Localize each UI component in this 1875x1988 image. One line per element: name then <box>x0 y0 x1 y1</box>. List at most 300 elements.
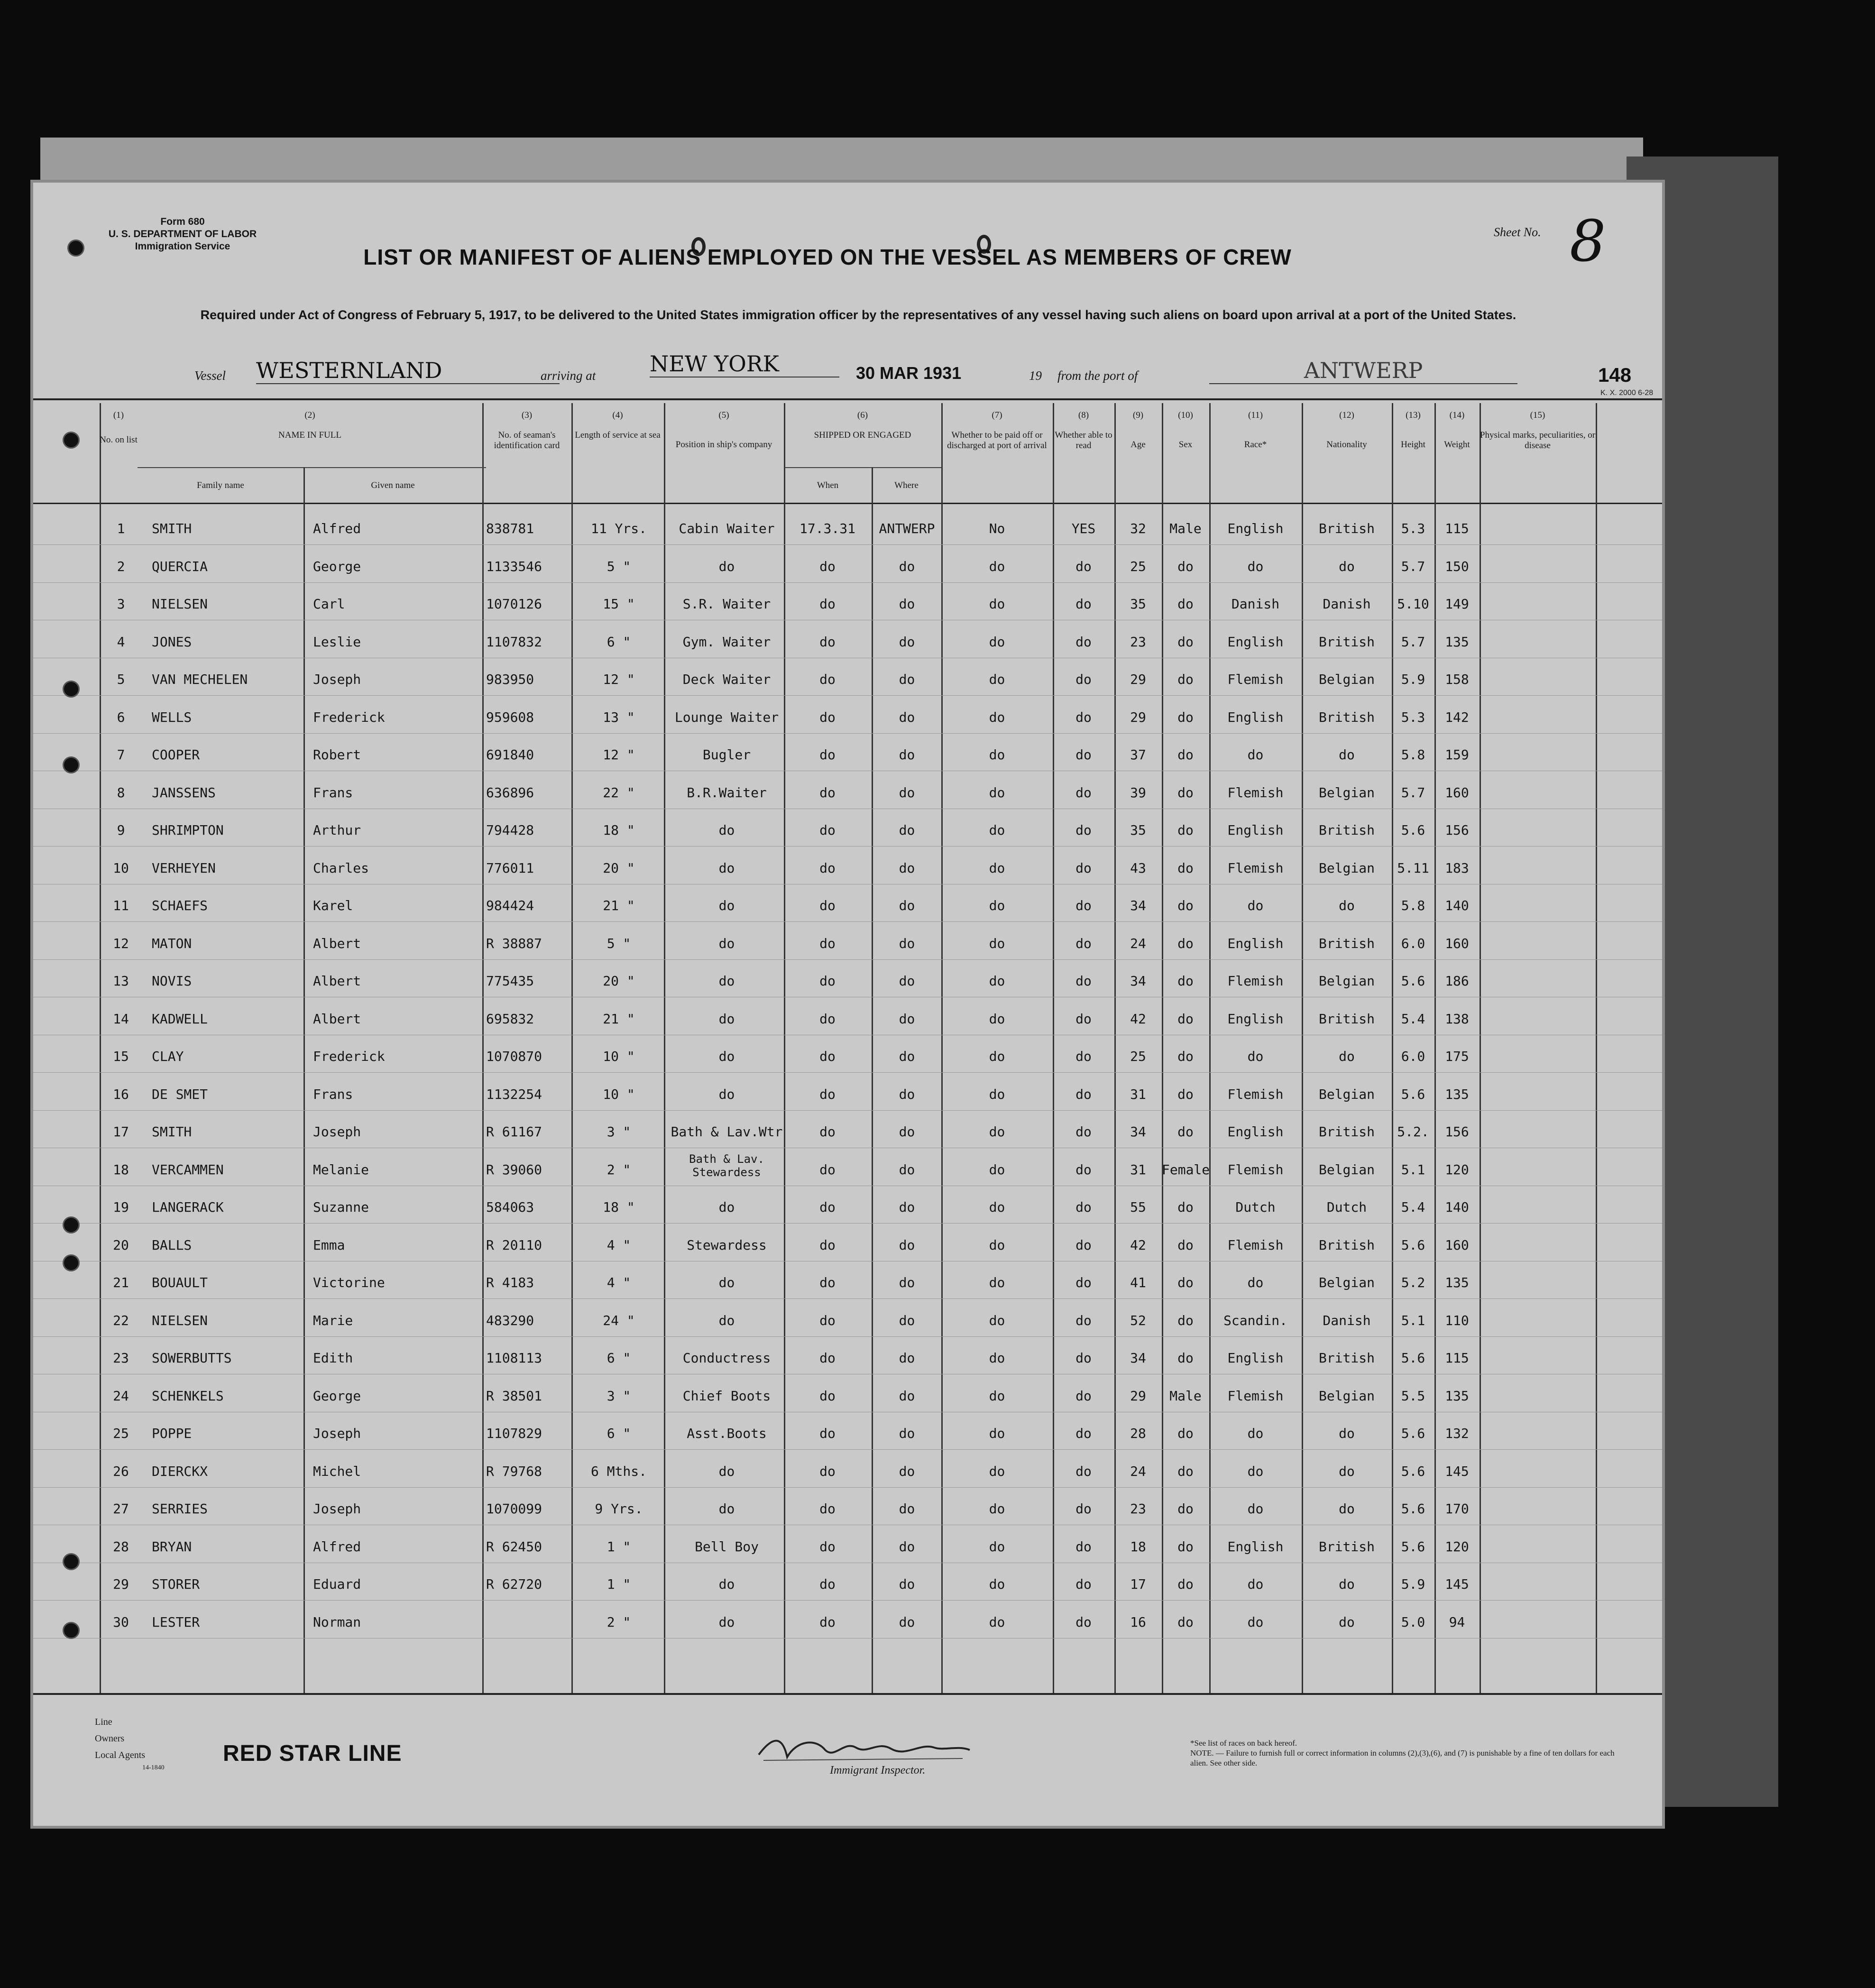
age: 37 <box>1130 747 1146 763</box>
shipped-where: do <box>899 1011 915 1027</box>
age: 35 <box>1130 596 1146 612</box>
position: do <box>718 558 735 574</box>
able-to-read: do <box>1075 1426 1092 1441</box>
height: 5.6 <box>1401 1350 1425 1366</box>
weight: 120 <box>1445 1538 1469 1555</box>
weight: 145 <box>1445 1463 1469 1479</box>
table-row <box>33 1261 1662 1299</box>
age: 34 <box>1130 1350 1146 1366</box>
id-card-number: 483290 <box>486 1312 534 1328</box>
age: 41 <box>1130 1275 1146 1290</box>
paid-off: do <box>989 1501 1005 1517</box>
shipped-when: do <box>819 822 836 838</box>
shipped-when: do <box>819 1124 836 1140</box>
weight: 159 <box>1445 747 1469 763</box>
col-12-label: Nationality <box>1326 440 1367 450</box>
service-length: 6 Mths. <box>590 1463 647 1479</box>
weight: 160 <box>1445 1237 1469 1253</box>
family-name: BOUAULT <box>152 1275 208 1290</box>
id-card-number: 984424 <box>486 898 534 913</box>
shipped-where: do <box>899 1426 915 1441</box>
able-to-read: do <box>1075 1275 1092 1290</box>
able-to-read: do <box>1075 860 1092 876</box>
position: do <box>718 1275 735 1290</box>
paid-off: do <box>989 1426 1005 1441</box>
shipped-when: do <box>819 1161 836 1178</box>
nationality: British <box>1318 1011 1375 1027</box>
row-number: 21 <box>113 1275 129 1290</box>
inspector-label: Immigrant Inspector. <box>830 1764 926 1776</box>
able-to-read: do <box>1075 1011 1092 1027</box>
col-7-label: Whether to be paid off or discharged at port of arrival <box>947 430 1047 451</box>
height: 5.6 <box>1401 1501 1425 1517</box>
age: 23 <box>1130 1501 1146 1517</box>
paid-off: do <box>989 1576 1005 1592</box>
height: 5.9 <box>1401 1576 1425 1592</box>
height: 5.2 <box>1401 1275 1425 1290</box>
footer-note <box>1190 1738 1617 1768</box>
table-row <box>33 1111 1662 1148</box>
given-name: Albert <box>313 973 361 989</box>
table-bottom-rule <box>33 1693 1662 1695</box>
able-to-read: do <box>1075 634 1092 650</box>
position: do <box>718 1049 735 1064</box>
row-number: 26 <box>113 1463 129 1479</box>
race: Scandin. <box>1223 1312 1287 1328</box>
paid-off: do <box>989 1199 1005 1215</box>
paid-off: do <box>989 1086 1005 1102</box>
shipped-where: do <box>899 1501 915 1517</box>
sex: do <box>1177 1049 1194 1064</box>
col-4-label: Length of service at sea <box>575 430 661 440</box>
paid-off: do <box>989 784 1005 801</box>
nationality: Belgian <box>1318 860 1375 876</box>
paid-off: do <box>989 822 1005 838</box>
punch-hole <box>63 1553 80 1570</box>
row-number: 29 <box>113 1576 129 1592</box>
shipped-when: do <box>819 747 836 763</box>
col-4-header <box>571 410 664 441</box>
shipped-when: do <box>819 634 836 650</box>
given-name: Edith <box>313 1350 353 1366</box>
shipped-when: do <box>819 1538 836 1555</box>
family-name: DIERCKX <box>152 1463 208 1479</box>
family-name: COOPER <box>152 747 200 763</box>
shipped-where: do <box>899 709 915 725</box>
id-card-number: 1070870 <box>486 1049 542 1064</box>
height: 6.0 <box>1401 935 1425 951</box>
nationality: Danish <box>1323 1312 1371 1328</box>
vessel-label: Vessel <box>194 368 226 383</box>
race: do <box>1247 1501 1264 1517</box>
col-3-header <box>482 410 571 451</box>
race: Flemish <box>1227 1161 1284 1178</box>
given-name: George <box>313 1388 361 1404</box>
sex: do <box>1177 1086 1194 1102</box>
sex: do <box>1177 1312 1194 1328</box>
race: English <box>1227 1538 1284 1555</box>
id-card-number: 838781 <box>486 521 534 536</box>
col-15-header <box>1480 410 1596 451</box>
sex: do <box>1177 634 1194 650</box>
table-row <box>33 772 1662 809</box>
able-to-read: do <box>1075 898 1092 913</box>
paid-off: do <box>989 709 1005 725</box>
row-number: 15 <box>113 1049 129 1064</box>
col-1-number: (1) <box>113 410 124 420</box>
shipped-when: do <box>819 1237 836 1253</box>
shipped-subheader-rule <box>785 467 941 468</box>
shipped-when: do <box>819 1312 836 1328</box>
table-row <box>33 1601 1662 1638</box>
shipped-where: do <box>899 634 915 650</box>
id-card-number: R 62720 <box>486 1576 542 1592</box>
paid-off: do <box>989 1463 1005 1479</box>
age: 43 <box>1130 860 1146 876</box>
paid-off: do <box>989 935 1005 951</box>
row-number: 7 <box>117 747 125 763</box>
position: Cabin Waiter <box>679 521 775 536</box>
weight: 158 <box>1445 672 1469 687</box>
shipped-when: do <box>819 1614 836 1630</box>
id-card-number: 794428 <box>486 822 534 838</box>
id-card-number: R 4183 <box>486 1275 534 1290</box>
age: 55 <box>1130 1199 1146 1215</box>
col-13-header <box>1392 410 1434 450</box>
paid-off: do <box>989 1312 1005 1328</box>
nationality: Belgian <box>1318 1161 1375 1178</box>
race: Flemish <box>1227 1086 1284 1102</box>
race: Danish <box>1231 596 1280 612</box>
shipped-when: do <box>819 1576 836 1592</box>
paid-off: do <box>989 596 1005 612</box>
height: 5.6 <box>1401 1538 1425 1555</box>
table-row <box>33 1412 1662 1450</box>
weight: 175 <box>1445 1049 1469 1064</box>
header-bottom-rule <box>33 503 1662 504</box>
family-name: QUERCIA <box>152 558 208 574</box>
sex: do <box>1177 747 1194 763</box>
given-name: Frederick <box>313 1049 385 1064</box>
col-13-label: Height <box>1401 440 1425 450</box>
shipped-where: do <box>899 822 915 838</box>
table-row <box>33 1186 1662 1224</box>
owners-label: Owners <box>95 1733 125 1744</box>
table-row <box>33 1224 1662 1261</box>
able-to-read: do <box>1075 1501 1092 1517</box>
id-card-number: 691840 <box>486 747 534 763</box>
weight: 160 <box>1445 784 1469 801</box>
shipped-where: do <box>899 860 915 876</box>
row-number: 9 <box>117 822 125 838</box>
weight: 132 <box>1445 1426 1469 1441</box>
given-name: George <box>313 558 361 574</box>
family-name: SMITH <box>152 1124 192 1140</box>
table-row <box>33 545 1662 583</box>
given-name: Robert <box>313 747 361 763</box>
family-name: SERRIES <box>152 1501 208 1517</box>
sex: do <box>1177 935 1194 951</box>
weight: 115 <box>1445 521 1469 536</box>
position: do <box>718 898 735 913</box>
family-name: VERCAMMEN <box>152 1161 224 1178</box>
from-port-label: from the port of <box>1057 368 1138 383</box>
family-name: DE SMET <box>152 1086 208 1102</box>
nationality: British <box>1318 1124 1375 1140</box>
family-name: NOVIS <box>152 973 192 989</box>
height: 5.4 <box>1401 1011 1425 1027</box>
given-name: Marie <box>313 1312 353 1328</box>
age: 25 <box>1130 1049 1146 1064</box>
shipped-where: do <box>899 1275 915 1290</box>
family-name: JONES <box>152 634 192 650</box>
col-5-header <box>664 410 784 450</box>
position: Conductress <box>682 1350 771 1366</box>
able-to-read: do <box>1075 1576 1092 1592</box>
age: 29 <box>1130 672 1146 687</box>
col-2-number: (2) <box>304 410 315 420</box>
age: 42 <box>1130 1237 1146 1253</box>
weight: 120 <box>1445 1161 1469 1178</box>
weight: 135 <box>1445 1388 1469 1404</box>
col-3-number: (3) <box>521 410 533 420</box>
shipped-when: do <box>819 709 836 725</box>
weight: 115 <box>1445 1350 1469 1366</box>
able-to-read: do <box>1075 747 1092 763</box>
shipped-where: do <box>899 1161 915 1178</box>
family-name: SCHENKELS <box>152 1388 224 1404</box>
shipped-where: do <box>899 747 915 763</box>
shipped-when: do <box>819 1501 836 1517</box>
table-row <box>33 1526 1662 1563</box>
given-name: Alfred <box>313 1538 361 1555</box>
service-length: 18 " <box>603 822 635 838</box>
position: do <box>718 1199 735 1215</box>
shipped-where: do <box>899 1237 915 1253</box>
paid-off: do <box>989 1124 1005 1140</box>
race: Dutch <box>1235 1199 1276 1215</box>
row-number: 30 <box>113 1614 129 1630</box>
able-to-read: do <box>1075 672 1092 687</box>
punch-hole <box>63 432 80 449</box>
able-to-read: do <box>1075 596 1092 612</box>
col-9-label: Age <box>1131 440 1146 450</box>
id-card-number: R 62450 <box>486 1538 542 1555</box>
id-card-number: R 38501 <box>486 1388 542 1404</box>
sex: do <box>1177 1576 1194 1592</box>
col-8-number: (8) <box>1078 410 1089 420</box>
shipped-where: do <box>899 1538 915 1555</box>
id-card-number: 584063 <box>486 1199 534 1215</box>
punch-hole <box>63 1254 80 1271</box>
position: do <box>718 1086 735 1102</box>
age: 52 <box>1130 1312 1146 1328</box>
able-to-read: do <box>1075 709 1092 725</box>
col-10-number: (10) <box>1178 410 1193 420</box>
height: 5.10 <box>1397 596 1429 612</box>
nationality: British <box>1318 634 1375 650</box>
paid-off: do <box>989 747 1005 763</box>
when-header: When <box>817 480 839 490</box>
service-length: 2 " <box>607 1614 631 1630</box>
weight: 138 <box>1445 1011 1469 1027</box>
given-name: Michel <box>313 1463 361 1479</box>
col-15-number: (15) <box>1530 410 1545 420</box>
position: do <box>718 1614 735 1630</box>
shipped-when: do <box>819 1350 836 1366</box>
table-row <box>33 1563 1662 1601</box>
date-stamp: 30 MAR 1931 <box>856 363 962 383</box>
sex: do <box>1177 1237 1194 1253</box>
row-number: 3 <box>117 596 125 612</box>
table-row <box>33 922 1662 960</box>
punch-hole <box>63 1622 80 1639</box>
race: Flemish <box>1227 1237 1284 1253</box>
shipped-where: do <box>899 784 915 801</box>
paid-off: do <box>989 558 1005 574</box>
col-9-header <box>1114 410 1162 450</box>
family-name: SCHAEFS <box>152 898 208 913</box>
nationality: British <box>1318 935 1375 951</box>
table-row <box>33 621 1662 658</box>
id-card-number: 1132254 <box>486 1086 542 1102</box>
age: 34 <box>1130 973 1146 989</box>
service-length: 3 " <box>607 1124 631 1140</box>
service-length: 24 " <box>603 1312 635 1328</box>
shipped-where: do <box>899 935 915 951</box>
age: 17 <box>1130 1576 1146 1592</box>
race: English <box>1227 1011 1284 1027</box>
table-row <box>33 1035 1662 1073</box>
height: 5.5 <box>1401 1388 1425 1404</box>
sex: do <box>1177 973 1194 989</box>
service-length: 4 " <box>607 1275 631 1290</box>
age: 24 <box>1130 1463 1146 1479</box>
able-to-read: do <box>1075 1049 1092 1064</box>
nationality: Belgian <box>1318 973 1375 989</box>
sex: do <box>1177 558 1194 574</box>
row-number: 19 <box>113 1199 129 1215</box>
shipped-when: do <box>819 596 836 612</box>
weight: 94 <box>1449 1614 1465 1630</box>
paid-off: do <box>989 860 1005 876</box>
race: do <box>1247 898 1264 913</box>
weight: 160 <box>1445 935 1469 951</box>
position: do <box>718 1501 735 1517</box>
shipped-when: do <box>819 1199 836 1215</box>
row-number: 28 <box>113 1538 129 1555</box>
shipped-where: do <box>899 1388 915 1404</box>
id-card-number: 1070126 <box>486 596 542 612</box>
family-name: STORER <box>152 1576 200 1592</box>
sex: Male <box>1169 521 1202 536</box>
col-10-label: Sex <box>1178 440 1193 450</box>
height: 5.6 <box>1401 1463 1425 1479</box>
age: 29 <box>1130 1388 1146 1404</box>
height: 5.1 <box>1401 1161 1425 1178</box>
owners-value: RED STAR LINE <box>223 1741 402 1766</box>
height: 5.11 <box>1397 860 1429 876</box>
id-card-number: 775435 <box>486 973 534 989</box>
given-name: Joseph <box>313 1124 361 1140</box>
year-label: 19 <box>1029 368 1042 383</box>
race: English <box>1227 935 1284 951</box>
paid-off: do <box>989 1161 1005 1178</box>
shipped-where: do <box>899 1576 915 1592</box>
height: 5.8 <box>1401 898 1425 913</box>
weight: 156 <box>1445 1124 1469 1140</box>
paid-off: do <box>989 634 1005 650</box>
row-number: 8 <box>117 784 125 801</box>
age: 35 <box>1130 822 1146 838</box>
height: 6.0 <box>1401 1049 1425 1064</box>
col-7-number: (7) <box>992 410 1002 420</box>
table-row <box>33 1450 1662 1488</box>
able-to-read: do <box>1075 1350 1092 1366</box>
col-5-label: Position in ship's company <box>675 440 772 450</box>
races-note: *See list of races on back hereof. <box>1190 1739 1297 1748</box>
shipped-where: do <box>899 1614 915 1630</box>
table-row <box>33 1073 1662 1111</box>
position: Deck Waiter <box>682 672 771 687</box>
paid-off: do <box>989 1275 1005 1290</box>
underlying-sheet-top <box>40 138 1643 190</box>
nationality: Belgian <box>1318 1388 1375 1404</box>
position: do <box>718 1312 735 1328</box>
vessel-line <box>33 351 1662 389</box>
family-name: SMITH <box>152 521 192 536</box>
service-length: 21 " <box>603 1011 635 1027</box>
given-name: Victorine <box>313 1275 385 1290</box>
document-subtitle: Required under Act of Congress of February 5, 1917, to be delivered to the United States immigration officer by the representatives of any vessel having such aliens on board upon arrival at a port of the United States. <box>200 308 1517 322</box>
race: English <box>1227 822 1284 838</box>
table-row <box>33 734 1662 771</box>
race: Flemish <box>1227 860 1284 876</box>
family-name: NIELSEN <box>152 1312 208 1328</box>
nationality: Belgian <box>1318 1086 1375 1102</box>
col-2-label: NAME IN FULL <box>278 430 341 440</box>
id-card-number: 1107832 <box>486 634 542 650</box>
sex: do <box>1177 672 1194 687</box>
height: 5.6 <box>1401 973 1425 989</box>
shipped-when: do <box>819 1463 836 1479</box>
height: 5.4 <box>1401 1199 1425 1215</box>
weight: 135 <box>1445 1275 1469 1290</box>
given-name: Frans <box>313 784 353 801</box>
family-name-header: Family name <box>197 480 244 490</box>
age: 42 <box>1130 1011 1146 1027</box>
service-length: 21 " <box>603 898 635 913</box>
id-card-number: 1133546 <box>486 558 542 574</box>
family-name: CLAY <box>152 1049 184 1064</box>
position: do <box>718 973 735 989</box>
id-card-number: 636896 <box>486 784 534 801</box>
position: do <box>718 1463 735 1479</box>
col-12-header <box>1302 410 1392 450</box>
col-14-label: Weight <box>1444 440 1470 450</box>
col-7-header <box>941 410 1053 451</box>
arriving-port: NEW YORK <box>650 351 839 377</box>
shipped-when: do <box>819 1011 836 1027</box>
race: do <box>1247 1463 1264 1479</box>
height: 5.9 <box>1401 672 1425 687</box>
given-name: Charles <box>313 860 369 876</box>
department-name: U. S. DEPARTMENT OF LABOR <box>108 229 257 239</box>
document-title: LIST OR MANIFEST OF ALIENS EMPLOYED ON THE VESSEL AS MEMBERS OF CREW <box>363 245 1292 269</box>
form-number: Form 680 <box>160 216 205 227</box>
given-name: Frans <box>313 1086 353 1102</box>
shipped-when: do <box>819 1049 836 1064</box>
